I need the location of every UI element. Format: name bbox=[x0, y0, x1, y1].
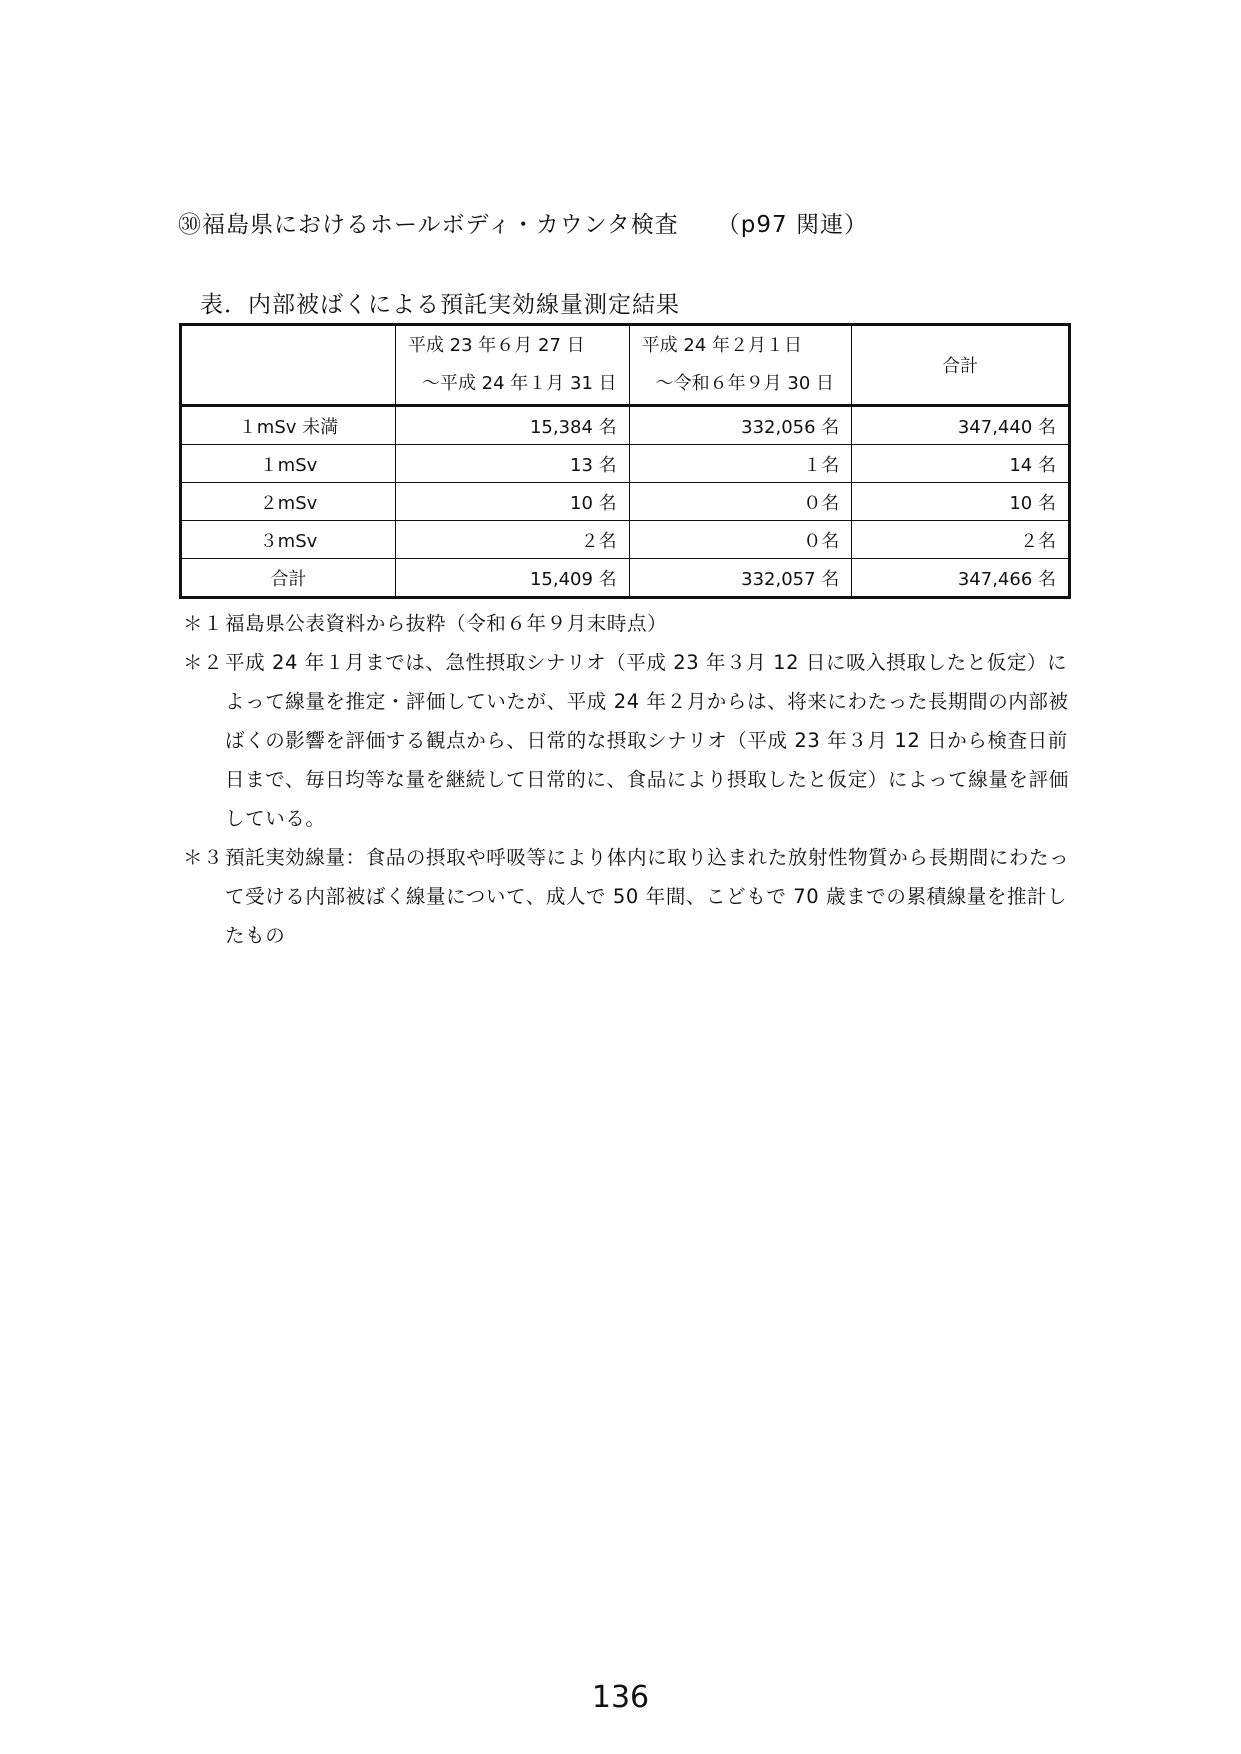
cell-period-1: 13 名 bbox=[395, 445, 629, 483]
section-title-text: ㉚福島県におけるホールボディ・カウンタ検査 bbox=[178, 212, 679, 238]
row-label: ３mSv bbox=[181, 521, 396, 559]
header-period-2 bbox=[629, 325, 852, 406]
section-title bbox=[178, 206, 868, 239]
cell-total: 347,466 名 bbox=[852, 559, 1070, 598]
footnote-text: 福島県公表資料から抜粋（令和６年９月末時点） bbox=[225, 612, 668, 635]
cell-period-1: 15,409 名 bbox=[395, 559, 629, 598]
footnote-3 bbox=[183, 838, 1073, 955]
cell-period-2: 332,056 名 bbox=[629, 406, 852, 445]
table-total-row bbox=[181, 559, 1070, 598]
row-label: ２mSv bbox=[181, 483, 396, 521]
footnote-2 bbox=[183, 643, 1073, 838]
footnote-mark: ＊２ bbox=[183, 651, 224, 674]
cell-period-1: 10 名 bbox=[395, 483, 629, 521]
footnotes bbox=[183, 604, 1073, 955]
section-reference: （p97 関連） bbox=[716, 212, 868, 238]
cell-total: ２名 bbox=[852, 521, 1070, 559]
cell-period-2: １名 bbox=[629, 445, 852, 483]
header-empty-cell bbox=[181, 325, 396, 406]
cell-period-2: ０名 bbox=[629, 521, 852, 559]
header-period-2-end: ～令和６年９月 30 日 bbox=[655, 373, 835, 394]
page-number: 136 bbox=[591, 1680, 650, 1715]
cell-total: 10 名 bbox=[852, 483, 1070, 521]
cell-period-1: ２名 bbox=[395, 521, 629, 559]
table-header-row bbox=[181, 325, 1070, 406]
row-label: １mSv bbox=[181, 445, 396, 483]
header-period-2-start: 平成 24 年２月１日 bbox=[641, 335, 803, 356]
table-row bbox=[181, 483, 1070, 521]
footnote-mark: ＊３ bbox=[183, 846, 224, 869]
cell-period-1: 15,384 名 bbox=[395, 406, 629, 445]
header-period-1 bbox=[395, 325, 629, 406]
cell-total: 14 名 bbox=[852, 445, 1070, 483]
cell-period-2: 332,057 名 bbox=[629, 559, 852, 598]
header-period-1-end: ～平成 24 年１月 31 日 bbox=[421, 373, 617, 394]
results-table bbox=[179, 323, 1071, 599]
table-row bbox=[181, 406, 1070, 445]
header-total: 合計 bbox=[852, 325, 1070, 406]
table-caption: 表．内部被ばくによる預託実効線量測定結果 bbox=[200, 292, 680, 318]
footnote-text: 預託実効線量：食品の摂取や呼吸等により体内に取り込まれた放射性物質から長期間にわたって受ける内部被ばく線量について、成人で 50 年間、こどもで 70 歳までの累積線量を推計したもの bbox=[225, 846, 1070, 947]
cell-period-2: ０名 bbox=[629, 483, 852, 521]
footnote-mark: ＊１ bbox=[183, 612, 224, 635]
footnote-1 bbox=[183, 604, 1073, 643]
row-label: １mSv 未満 bbox=[181, 406, 396, 445]
footnote-text: 平成 24 年１月までは、急性摂取シナリオ（平成 23 年３月 12 日に吸入摂取したと仮定）によって線量を推定・評価していたが、平成 24 年２月からは、将来にわたった長期間の内部被ばくの影響を評価する観点から、日常的な摂取シナリオ（平成 23 年３月 12 日から検査日前日まで、毎日均等な量を継続して日常的に、食品により摂取したと仮定）によって線量を評価している。 bbox=[225, 651, 1069, 830]
row-label: 合計 bbox=[181, 559, 396, 598]
header-period-1-start: 平成 23 年６月 27 日 bbox=[407, 335, 585, 356]
table-row bbox=[181, 521, 1070, 559]
table-row bbox=[181, 445, 1070, 483]
cell-total: 347,440 名 bbox=[852, 406, 1070, 445]
